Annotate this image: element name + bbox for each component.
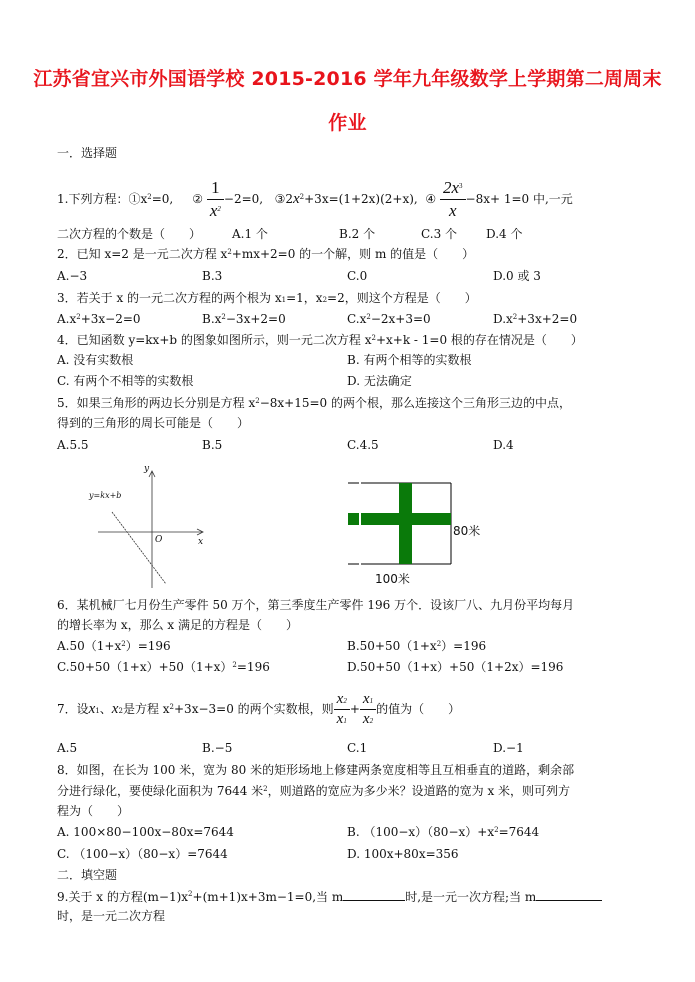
q6-option-b[interactable] [347,638,486,654]
graph-origin-label: O [155,535,163,545]
q2-option-d[interactable]: D.0 或 3 [493,269,541,283]
q7-option-d[interactable]: D.−1 [493,741,524,755]
q7-fraction-x1-over-x2 [360,691,376,728]
question-5-line-2: 得到的三角形的周长可能是（ ） [57,416,250,430]
opt-text: A.x [57,312,77,326]
q8-text: 分进行绿化，要使绿化面积为 7644 米 [57,784,264,798]
q3-text: 3．若关于 x 的一元二次方程的两个根为 x [57,291,282,305]
opt-text: B.50+50（1+x [347,639,437,653]
opt-text: =196 [236,660,270,674]
opt-text: +3x−2=0 [80,312,141,326]
frac-num: $x_1$ [360,691,376,710]
q7-text: +3x−3=0 的两个实数根，则 [174,702,334,716]
q2-option-a[interactable]: A.−3 [57,269,88,283]
q9-text: 9.关于 x 的方程(m−1)x [57,890,189,904]
graph-axes-icon [84,466,224,590]
document-title-line-2: 作业 [328,112,367,134]
opt-text: B. （100−x）（80−x）+x [347,825,495,839]
q9-text: 时,是一元一次方程;当 m [405,890,537,904]
frac-den [207,200,224,221]
q1-fraction-2 [207,178,224,221]
q4-option-d[interactable]: D. 无法确定 [347,374,412,388]
frac-den: $x_2$ [362,711,374,727]
q2-text: +mx+2=0 的一个解，则 m 的值是（ ） [231,247,475,261]
opt-text: B.x [202,312,222,326]
q3-option-a[interactable] [57,311,141,327]
q5-option-d[interactable]: D.4 [493,438,514,452]
q1-text: −8x+ 1=0 中,一元 [465,192,573,206]
q1-fraction-4 [440,178,466,221]
opt-text: +3x+2=0 [517,312,578,326]
question-8-line-2 [57,783,570,799]
q1-text: ③2 [274,192,293,206]
opt-text: −2x+3=0 [370,312,431,326]
q5-option-c[interactable]: C.4.5 [347,438,379,452]
q4-text: +x+k - 1=0 根的存在情况是（ ） [375,333,583,347]
question-6-line-2: 的增长率为 x，那么 x 满足的方程是（ ） [57,618,298,632]
field-roads-icon [345,478,460,568]
q3-sub: 1 [281,296,287,304]
q1-option-d[interactable]: D.4 个 [486,227,523,241]
frac-den: $x_1$ [336,711,347,727]
frac-num: $x_2$ [334,691,350,710]
q4-sup: 2 [371,334,376,342]
q5-option-a[interactable]: A.5.5 [57,438,89,452]
opt-text: ）=196 [441,639,487,653]
q9-answer-blank-2[interactable] [536,888,602,901]
q8-option-b[interactable] [347,824,539,840]
q3-sub: 2 [322,296,328,304]
document-title-line-1: 江苏省宜兴市外国语学校 2015-2016 学年九年级数学上学期第二周周末 [33,68,662,90]
opt-sup: 2 [436,640,442,648]
opt-sup: 2 [221,313,226,321]
q8-option-c[interactable]: C. （100−x）（80−x）=7644 [57,847,228,861]
q9-text: +(m+1)x+3m−1=0,当 m [192,890,344,904]
q9-answer-blank-1[interactable] [343,888,405,901]
section-heading-choice: 一．选择题 [57,146,118,160]
q1-option-a[interactable]: A.1 个 [232,227,268,241]
opt-text: A.50（1+x [57,639,122,653]
question-8-line-3: 程为（ ） [57,804,130,818]
q8-option-d[interactable]: D. 100x+80x=356 [347,847,459,861]
question-7-stem: 7．设$x_1$、$x_2$是方程 $x^2+3x-3=0$ 的两个实数根，则 $\frac{x_2}{x_1}$ + $\frac{x_1}{x_2}$ 的值为（ ） [57,691,461,727]
q7-var: x [88,701,96,717]
q7-text: 7．设 [57,702,89,716]
q1-text: 1.下列方程：①x [57,192,148,206]
q2-text: 2．已知 x=2 是一元二次方程 x [57,247,228,261]
question-3-stem [57,290,477,306]
frac-num-var: 2x [442,178,460,197]
q5-text: 5．如果三角形的两边长分别是方程 x [57,396,256,410]
opt-sup: 2 [121,640,126,648]
q1-text: +3x=(1+2x)(2+x), [304,192,418,206]
q6-option-c[interactable] [57,659,270,675]
q1-sup: 2 [147,193,152,201]
q7-option-c[interactable]: C.1 [347,741,368,755]
q1-var: x [292,191,300,207]
q2-sup: 2 [227,248,232,256]
q8-option-a[interactable]: A. 100×80−100x−80x=7644 [57,825,234,839]
q7-option-b[interactable]: B.−5 [202,741,233,755]
q4-text: 4．已知函数 y=kx+b 的图象如图所示，则一元二次方程 x [57,333,372,347]
q7-text: 是方程 x [122,702,170,716]
opt-sup: 2 [494,826,499,834]
frac-num: 1 [207,178,224,200]
q6-option-d[interactable]: D.50+50（1+x）+50（1+2x）=196 [347,660,564,674]
q5-sup: 2 [255,397,260,405]
frac-den-var: x [209,201,218,220]
figure-linear-function-graph [84,466,224,590]
q3-option-d[interactable] [493,311,577,327]
frac-num [440,178,466,200]
graph-x-axis-label: x [198,537,204,547]
q9-sup: 2 [188,890,193,898]
opt-text: =7644 [498,825,540,839]
q4-option-b[interactable]: B. 有两个相等的实数根 [347,353,472,367]
opt-sup: 2 [512,313,518,321]
q2-option-b[interactable]: B.3 [202,269,223,283]
q8-sup: 2 [263,785,268,793]
q3-text: =1，x [286,291,323,305]
field-height-label: 80米 [453,524,481,538]
frac-den: x [448,201,457,220]
q3-text: =2，则这个方程是（ ） [327,291,477,305]
opt-text: ）=196 [125,639,171,653]
q1-circle-4: ④ [425,192,437,206]
opt-text: C.50+50（1+x）+50（1+x） [57,660,233,674]
question-1-stem [57,176,573,222]
q1-option-c[interactable]: C.3 个 [421,227,458,241]
q8-text: ，则道路的宽应为多少米？设道路的宽为 x 米，则可列方 [267,784,571,798]
question-6-stem: 6．某机械厂七月份生产零件 50 万个，第三季度生产零件 196 万个．设该厂八、九月份平均每月 [57,598,575,612]
question-9-line-2: 时，是一元二次方程 [57,909,166,923]
graph-y-axis-label: y [144,464,150,474]
opt-sup: 2 [232,661,237,669]
q1-text: −2=0, [223,192,264,206]
q3-option-b[interactable] [202,311,286,327]
q5-text: −8x+15=0 的两个根，那么连接这个三角形三边的中点， [259,396,571,410]
question-5-stem [57,395,571,411]
q7-var: x [111,701,119,717]
q7-text: 、 [99,702,112,716]
q1-circle-2: ② [192,192,204,206]
opt-text: D.x [493,312,513,326]
q1-text: =0, [151,192,174,206]
q1-option-b[interactable]: B.2 个 [339,227,376,241]
q2-option-c[interactable]: C.0 [347,269,368,283]
q5-option-b[interactable]: B.5 [202,438,223,452]
frac-sup: 3 [459,182,463,190]
frac-sup: 2 [217,205,221,213]
q7-fraction-x2-over-x1 [334,691,350,728]
opt-sup: 2 [76,313,81,321]
opt-text: −3x+2=0 [225,312,286,326]
field-width-label: 100米 [375,572,410,586]
q4-option-a[interactable]: A. 没有实数根 [57,353,134,367]
question-8-stem: 8．如图，在长为 100 米，宽为 80 米的矩形场地上修建两条宽度相等且互相垂直的道路，剩余部 [57,763,575,777]
section-heading-fill: 二．填空题 [57,868,118,882]
q1-sup: 2 [299,193,305,201]
question-9-stem [57,888,602,905]
q3-option-c[interactable] [347,311,431,327]
graph-line-label: y=kx+b [89,491,122,500]
q4-option-c[interactable]: C. 有两个不相等的实数根 [57,374,194,388]
question-4-stem [57,332,583,348]
q7-option-a[interactable]: A.5 [57,741,78,755]
q7-sup: 2 [169,703,174,711]
q6-option-a[interactable] [57,638,171,654]
opt-text: C.x [347,312,367,326]
figure-rectangular-field [345,478,495,588]
opt-sup: 2 [366,313,371,321]
q7-text: 的值为（ ） [376,702,461,716]
question-2-stem [57,246,474,262]
question-1-line-2: 二次方程的个数是（ ） [57,227,202,241]
